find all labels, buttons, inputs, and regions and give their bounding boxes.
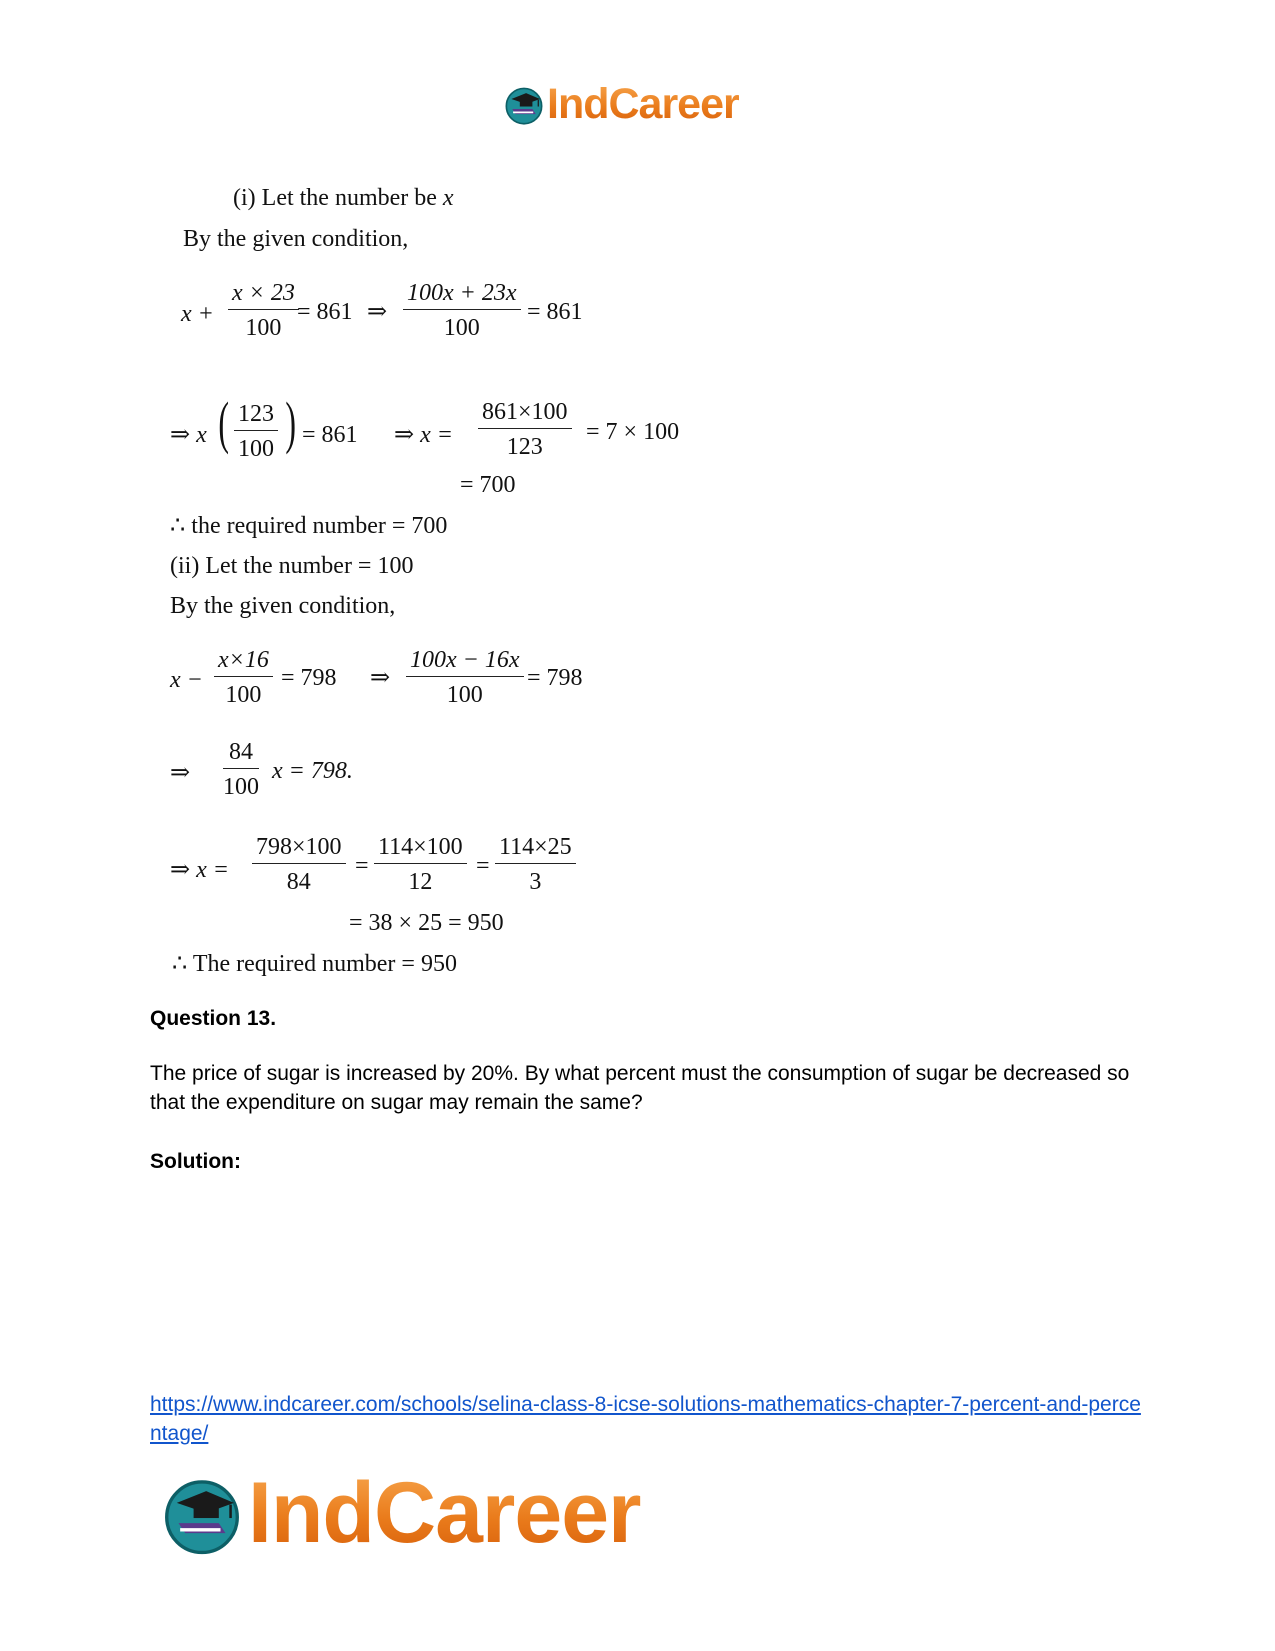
equation-term: = 798 bbox=[281, 665, 337, 691]
solution-label: Solution: bbox=[150, 1150, 241, 1173]
fraction: $\frac{114\times 100}{12}$ bbox=[374, 835, 467, 894]
fraction: $\frac{x\times 16}{100}$ bbox=[214, 648, 273, 707]
equation-term: ⇒ x bbox=[170, 422, 207, 448]
question-body: The price of sugar is increased by 20%. By what percent must the consumption of sugar be decreased so that the expenditure on sugar may remain the same? bbox=[150, 1062, 1130, 1114]
fraction: $\frac{x \times 23}{100}$ bbox=[228, 281, 299, 340]
source-url-link[interactable]: https://www.indcareer.com/schools/selina-class-8-icse-solutions-mathematics-chapter-7-percent-and-percentage/ bbox=[150, 1393, 1141, 1445]
math-solution-image bbox=[0, 0, 760, 1000]
equation-term: ⇒ x = bbox=[170, 857, 229, 883]
result-line: ∴ the required number = 700 bbox=[170, 513, 448, 539]
equation-term: = 38 × 25 = 950 bbox=[349, 910, 504, 936]
equation-term: = 700 bbox=[460, 472, 516, 498]
condition-line: By the given condition, bbox=[183, 226, 409, 252]
condition-line: By the given condition, bbox=[170, 593, 396, 619]
implies-symbol: ⇒ bbox=[170, 760, 191, 786]
question-title: Question 13. bbox=[150, 1007, 277, 1030]
fraction: $\frac{861\times 100}{123}$ bbox=[478, 400, 572, 459]
equation-term: x + bbox=[181, 301, 214, 327]
part-i-intro: (i) Let the number be x bbox=[233, 185, 454, 211]
footer-logo bbox=[160, 1465, 641, 1561]
equation-term: = 861 bbox=[527, 299, 583, 325]
fraction: $\frac{798\times 100}{84}$ bbox=[252, 835, 346, 894]
part-ii-intro: (ii) Let the number = 100 bbox=[170, 553, 414, 579]
brand-wordmark: IndCareer bbox=[547, 79, 739, 128]
fraction: $\frac{123}{100}$ bbox=[234, 402, 278, 461]
equation-term: x = 798. bbox=[272, 758, 353, 784]
equation-term: = 861 bbox=[297, 299, 353, 325]
equation-term: = 861 bbox=[302, 422, 358, 448]
graduation-cap-globe-icon bbox=[160, 1471, 244, 1555]
equation-term: x − bbox=[170, 667, 203, 693]
result-line: ∴ The required number = 950 bbox=[172, 951, 457, 977]
fraction: $\frac{114\times 25}{3}$ bbox=[495, 835, 576, 894]
implies-symbol: ⇒ bbox=[367, 299, 388, 325]
fraction: $\frac{100x + 23x}{100}$ bbox=[403, 281, 521, 340]
equation-term: = bbox=[476, 853, 490, 879]
equation-term: = bbox=[355, 853, 369, 879]
equation-term: = 798 bbox=[527, 665, 583, 691]
left-paren: ( bbox=[218, 390, 229, 455]
brand-wordmark: IndCareer bbox=[248, 1465, 641, 1561]
fraction: $\frac{84}{100}$ bbox=[223, 739, 259, 800]
equation-term: ⇒ x = bbox=[394, 422, 453, 448]
right-paren: ) bbox=[285, 390, 296, 455]
equation-term: = 7 × 100 bbox=[586, 419, 680, 445]
implies-symbol: ⇒ bbox=[370, 665, 391, 691]
fraction: $\frac{100x - 16x}{100}$ bbox=[406, 648, 524, 707]
